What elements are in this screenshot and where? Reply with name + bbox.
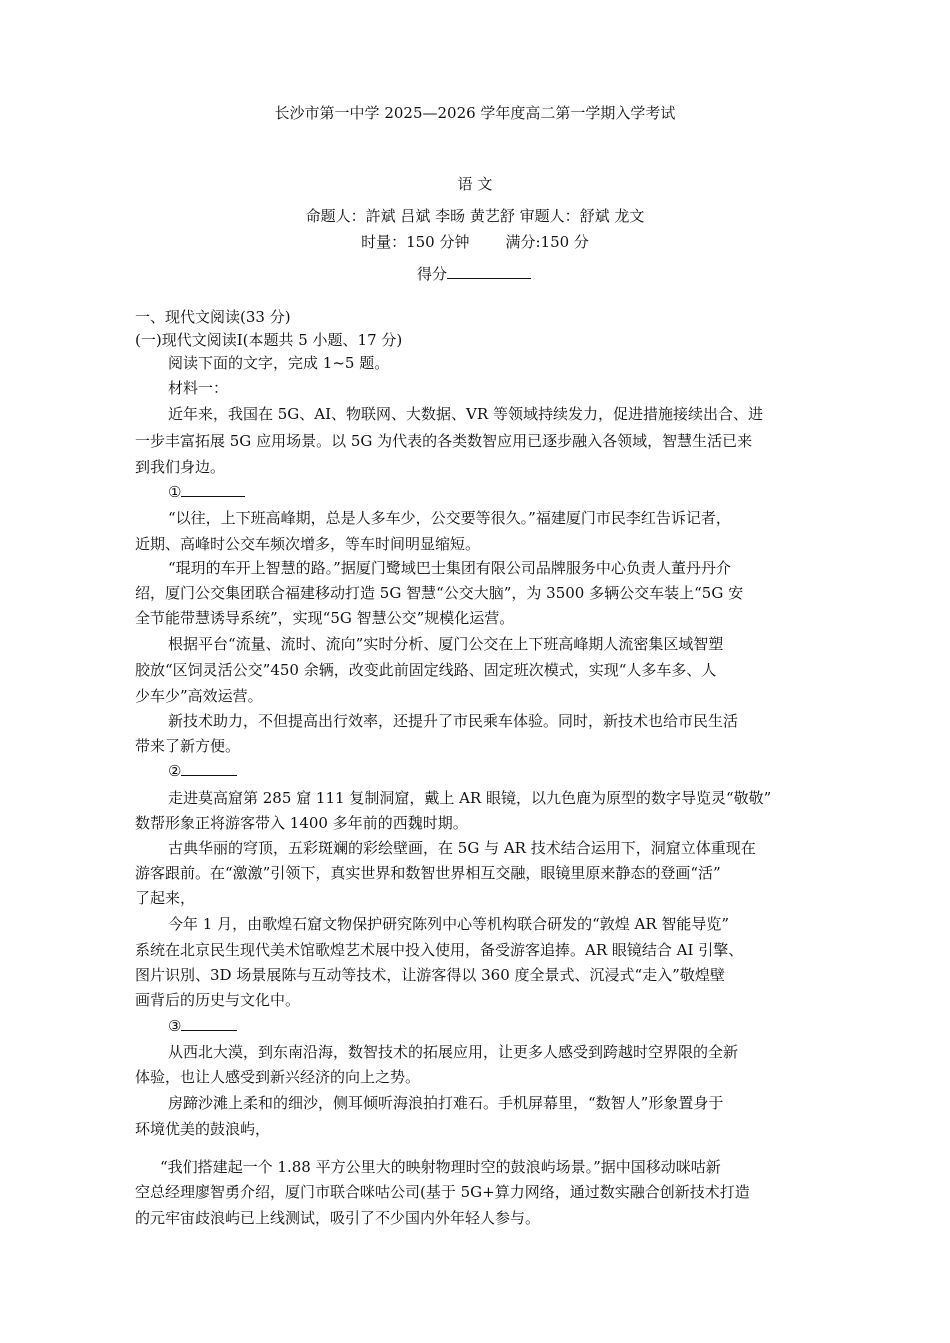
- paragraph-line: 带来了新方便。: [135, 737, 241, 755]
- score-label: 得分: [417, 265, 448, 283]
- paragraph-line: 游客跟前。在“激激”引领下，真实世界和数智世界相互交融，眼镜里原来静态的登画“活”: [135, 864, 721, 882]
- material-label: 材料一：: [168, 379, 229, 397]
- paragraph-line: 房蹄沙滩上柔和的细沙，侧耳倾听海浪拍打难石。手机屏幕里，“数智人”形象置身于: [168, 1094, 724, 1112]
- paragraph-line: 今年 1 月，由歌煌石窟文物保护研究陈列中心等机构联合研发的“敦煌 AR 智能导览”: [168, 915, 730, 933]
- paragraph-line: 画背后的历史与文化中。: [135, 991, 301, 1009]
- paragraph-line: 全节能带慧诱导系统”，实现“5G 智慧公交”规模化运营。: [135, 609, 515, 627]
- score-field: [417, 264, 531, 284]
- paragraph-line: 体验，也让人感受到新兴经济的向上之势。: [135, 1068, 421, 1086]
- paragraph-line: 新技术助力，不但提高出行效率，还提升了市民乘车体验。同时，新技术也给市民生活: [168, 712, 739, 730]
- paragraph-line: 走进莫高窟第 285 窟 111 复制洞窟，戴上 AR 眼镜，以九色鹿为原型的数字导览灵“敬敬”: [168, 789, 772, 807]
- answer-blank-2: [168, 761, 237, 781]
- paragraph-line: 空总经理廖智勇介绍，厦门市联合咪咕公司(基于 5G+算力网络，通过数实融合创新技术打造: [135, 1183, 750, 1201]
- paragraph-line: 绍，厦门公交集团联合福建移动打造 5G 智慧“公交大脑”，为 3500 多辆公交车装上“5G 安: [135, 584, 744, 602]
- paragraph-line: 近年来，我国在 5G、AI、物联网、大数据、VR 等领域持续发力，促进措施接续出合、进: [168, 405, 763, 423]
- paragraph-line: “以往，上下班高峰期，总是人多车少，公交要等很久。”福建厦门市民李红告诉记者，: [168, 509, 731, 527]
- answer-blank-1: [168, 482, 245, 502]
- full-score-text: 满分:150 分: [505, 233, 589, 251]
- paragraph-line: “我们搭建起一个 1.88 平方公里大的映射物理时空的鼓浪屿场景。”据中国移动咪咕新: [160, 1158, 721, 1176]
- blank-line[interactable]: [181, 761, 237, 776]
- paragraph-line: 数帮形象正将游客带入 1400 多年前的西魏时期。: [135, 814, 468, 832]
- paragraph-line: 根据平台“流量、流时、流向”实时分析、厦门公交在上下班高峰期人流密集区域智塑: [168, 635, 724, 653]
- paragraph-line: 少车少”高效运营。: [135, 687, 263, 705]
- paragraph-line: 环境优美的鼓浪屿，: [135, 1120, 271, 1138]
- instruction-text: 阅读下面的文字，完成 1~5 题。: [168, 354, 390, 372]
- paragraph-line: 图片识別、3D 场景展陈与互动等技术，让游客得以 360 度全景式、沉浸式“走入”敬煌壁: [135, 966, 725, 984]
- blank-number: ②: [168, 762, 182, 780]
- paragraph-line: 古典华丽的穹顶，五彩斑斓的彩绘壁画，在 5G 与 AR 技术结合运用下，洞窟立体重现在: [168, 839, 756, 857]
- author-line: 命题人：許斌 吕斌 李旸 黄艺舒 审题人：舒斌 龙文: [305, 207, 645, 225]
- answer-blank-3: [168, 1016, 237, 1036]
- paragraph-line: 了起来，: [135, 889, 196, 907]
- paragraph-line: 从西北大漠，到东南沿海，数智技术的拓展应用，让更多人感受到跨越时空界限的全新: [168, 1043, 739, 1061]
- blank-line[interactable]: [181, 482, 245, 497]
- exam-title: 长沙市第一中学 2025—2026 学年度高二第一学期入学考试: [274, 104, 676, 122]
- blank-line[interactable]: [181, 1016, 237, 1031]
- paragraph-line: 的元牢宙歧浪屿已上线测试，吸引了不少国内外年轻人参与。: [135, 1209, 541, 1227]
- sub-section-heading: (一)现代文阅读Ⅰ(本题共 5 小题、17 分): [135, 331, 403, 349]
- section-heading: 一、现代文阅读(33 分): [135, 308, 291, 326]
- paragraph-line: 胶放“区饲灵活公交”450 余辆，改变此前固定线路、固定班次模式，实现“人多车多、人: [135, 661, 717, 679]
- duration-text: 时量：150 分钟: [361, 233, 470, 251]
- paragraph-line: 到我们身边。: [135, 458, 226, 476]
- paragraph-line: “琨玥的车开上智慧的路。”据厦门鹭域巴士集团有限公司品牌服务中心负责人董丹丹介: [168, 559, 731, 577]
- paragraph-line: 系统在北京民生现代美术馆歌煌艺术展中投入使用，备受游客追捧。AR 眼镜结合 AI 引擎、: [135, 941, 744, 959]
- paragraph-line: 近期、高峰时公交车频次增多，等车时间明显缩短。: [135, 535, 481, 553]
- blank-number: ①: [168, 483, 182, 501]
- time-score-line: [0, 231, 950, 252]
- subject-title: 语 文: [457, 175, 493, 193]
- score-blank[interactable]: [447, 264, 531, 279]
- paragraph-line: 一步丰富拓展 5G 应用场景。以 5G 为代表的各类数智应用已逐步融入各领域，智慧生活已来: [135, 432, 753, 450]
- blank-number: ③: [168, 1017, 182, 1035]
